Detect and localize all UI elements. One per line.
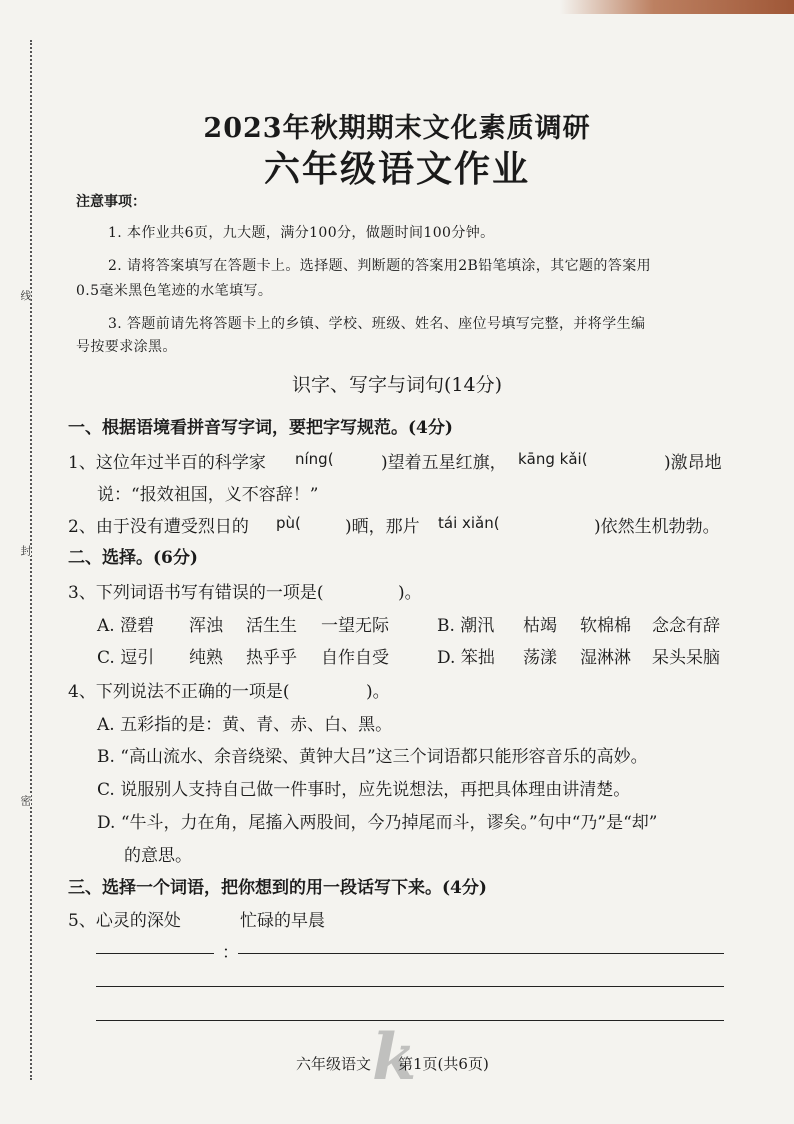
question-2-text-2: )晒，那片 xyxy=(345,517,420,537)
notice-heading: 注意事项： xyxy=(76,194,146,210)
q4-option-c: C. 说服别人支持自己做一件事时，应先说想法，再把具体理由讲清楚。 xyxy=(97,780,631,800)
question-3-bracket-end: )。 xyxy=(398,583,422,603)
q3-option-b-4: 念念有辞 xyxy=(652,616,720,636)
q3-option-b-3: 软棉棉 xyxy=(580,616,631,636)
question-1-pinyin-2: kāng kǎi( xyxy=(518,450,588,468)
question-5-option-2: 忙碌的早晨 xyxy=(240,911,325,931)
question-4-text: 4、下列说法不正确的一项是( xyxy=(68,682,290,702)
q3-option-c-4: 自作自受 xyxy=(321,648,389,668)
question-1-pinyin-1: níng( xyxy=(295,450,334,468)
notice-item-2: 2. 请将答案填写在答题卡上。选择题、判断题的答案用2B铅笔填涂，其它题的答案用 xyxy=(108,258,652,274)
q3-option-c-1: C. 逗引 xyxy=(97,648,155,668)
binding-dotted-line xyxy=(30,40,32,1080)
q4-option-d-cont: 的意思。 xyxy=(124,846,192,866)
q3-option-a-1: A. 澄碧 xyxy=(97,616,155,636)
q4-option-b: B. “高山流水、余音绕梁、黄钟大吕”这三个词语都只能形容音乐的高妙。 xyxy=(97,747,648,767)
watermark-logo: k xyxy=(372,1020,417,1095)
q3-option-d-3: 湿淋淋 xyxy=(580,648,631,668)
question-3-text: 3、下列词语书写有错误的一项是( xyxy=(68,583,324,603)
part2-heading: 二、选择。(6分) xyxy=(68,548,198,568)
question-1-text-2: )望着五星红旗， xyxy=(381,453,507,473)
answer-title-blank[interactable] xyxy=(96,953,214,954)
notice-item-3-cont: 号按要求涂黑。 xyxy=(76,339,177,355)
margin-mark-seal: 封 xyxy=(19,545,32,556)
question-1-text-3: )激昂地 xyxy=(664,453,722,473)
paper-edge-shadow xyxy=(560,0,794,14)
q4-option-a: A. 五彩指的是：黄、青、赤、白、黑。 xyxy=(97,715,393,735)
q3-option-d-2: 荡漾 xyxy=(523,648,557,668)
margin-mark-secret: 密 xyxy=(19,795,32,806)
q3-option-b-1: B. 潮汛 xyxy=(437,616,495,636)
question-2-text: 2、由于没有遭受烈日的 xyxy=(68,517,249,537)
part1-heading: 一、根据语境看拼音写字词，要把字写规范。(4分) xyxy=(68,418,453,438)
question-2-pinyin-2: tái xiǎn( xyxy=(438,514,500,532)
answer-line-2[interactable] xyxy=(96,986,724,987)
answer-line-1[interactable] xyxy=(238,953,724,954)
q3-option-c-2: 纯熟 xyxy=(189,648,223,668)
footer-subject: 六年级语文 xyxy=(296,1055,372,1073)
question-2-pinyin-1: pù( xyxy=(276,514,301,532)
q3-option-b-2: 枯竭 xyxy=(523,616,557,636)
margin-mark-line: 线 xyxy=(19,290,32,301)
part3-heading: 三、选择一个词语，把你想到的用一段话写下来。(4分) xyxy=(68,878,487,898)
question-4-bracket-end: )。 xyxy=(366,682,390,702)
question-1-text: 1、这位年过半百的科学家 xyxy=(68,453,266,473)
notice-item-1: 1. 本作业共6页，九大题，满分100分，做题时间100分钟。 xyxy=(108,225,495,241)
q3-option-d-4: 呆头呆脑 xyxy=(652,648,720,668)
notice-item-3: 3. 答题前请先将答题卡上的乡镇、学校、班级、姓名、座位号填写完整，并将学生编 xyxy=(108,316,646,332)
q3-option-c-3: 热乎乎 xyxy=(246,648,297,668)
q3-option-a-4: 一望无际 xyxy=(321,616,389,636)
exam-title: 2023年秋期期末文化素质调研 xyxy=(203,113,591,144)
question-2-text-3: )依然生机勃勃。 xyxy=(594,517,720,537)
answer-colon: ： xyxy=(222,943,239,963)
footer-page-number: 第1页(共6页) xyxy=(398,1055,489,1073)
q3-option-d-1: D. 笨拙 xyxy=(437,648,495,668)
question-1-text-4: 说：“报效祖国，义不容辞！” xyxy=(97,485,319,505)
section-title: 识字、写字与词句(14分) xyxy=(291,374,502,396)
q3-option-a-2: 浑浊 xyxy=(189,616,223,636)
exam-subtitle: 六年级语文作业 xyxy=(263,148,530,190)
notice-item-2-cont: 0.5毫米黑色笔迹的水笔填写。 xyxy=(76,283,273,299)
q3-option-a-3: 活生生 xyxy=(246,616,297,636)
question-5-option-1: 5、心灵的深处 xyxy=(68,911,181,931)
q4-option-d: D. “牛斗，力在角，尾搐入两股间，今乃掉尾而斗，谬矣。”句中“乃”是“却” xyxy=(97,813,658,833)
